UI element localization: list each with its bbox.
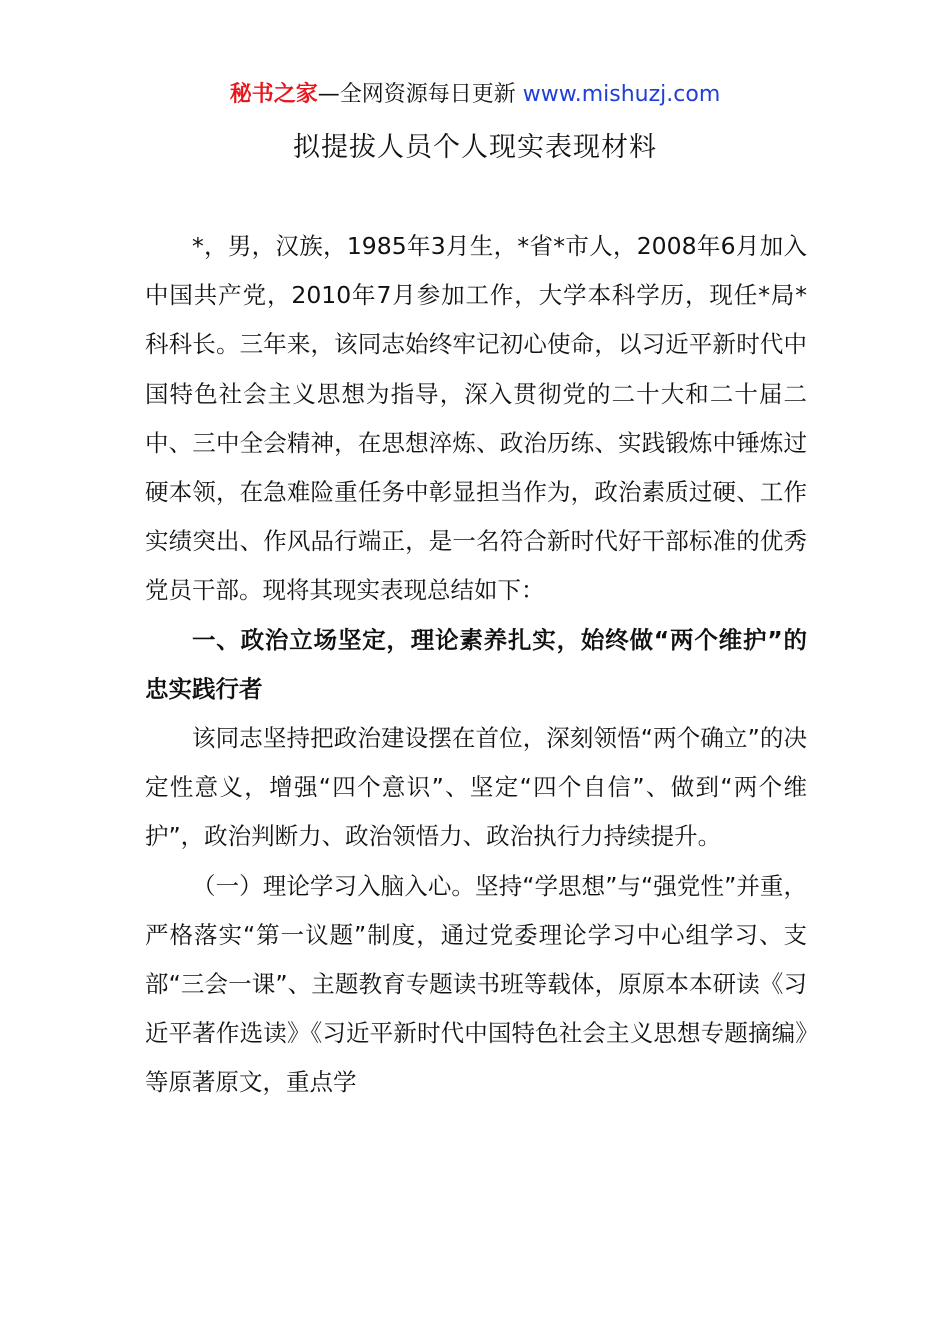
section-paragraph-1: 该同志坚持把政治建设摆在首位，深刻领悟“两个确立”的决定性意义，增强“四个意识”、坚定“四个自信”、做到“两个维护”，政治判断力、政治领悟力、政治执行力持续提升。 (145, 724, 807, 851)
site-name: 秘书之家 (229, 82, 318, 107)
site-header (0, 78, 950, 112)
intro-paragraph: *，男，汉族，1985年3月生，*省*市人，2008年6月加入中国共产党，2010年7月参加工作，大学本科学历，现任*局*科科长。三年来，该同志始终牢记初心使命，以习近平新时代中国特色社会主义思想为指导，深入贯彻党的二十大和二十届二中、三中全会精神，在思想淬炼、政治历练、实践锻炼中锤炼过硬本领，在急难险重任务中彰显担当作为，政治素质过硬、工作实绩突出、作风品行端正，是一名符合新时代好干部标准的优秀党员干部。现将其现实表现总结如下： (145, 232, 807, 605)
section-heading-1: 一、政治立场坚定，理论素养扎实，始终做“两个维护”的忠实践行者 (145, 625, 807, 703)
subsection-paragraph-1: （一）理论学习入脑入心。坚持“学思想”与“强党性”并重，严格落实“第一议题”制度，通过党委理论学习中心组学习、支部“三会一课”、主题教育专题读书班等载体，原原本本研读《习近平著作选读》《习近平新时代中国特色社会主义思想专题摘编》等原著原文，重点学 (145, 871, 807, 1097)
site-url-link[interactable]: www.mishuzj.com (522, 82, 721, 107)
document-body (145, 222, 807, 1108)
site-tagline: —全网资源每日更新 (317, 82, 523, 107)
document-title: 拟提拔人员个人现实表现材料 (293, 132, 657, 163)
